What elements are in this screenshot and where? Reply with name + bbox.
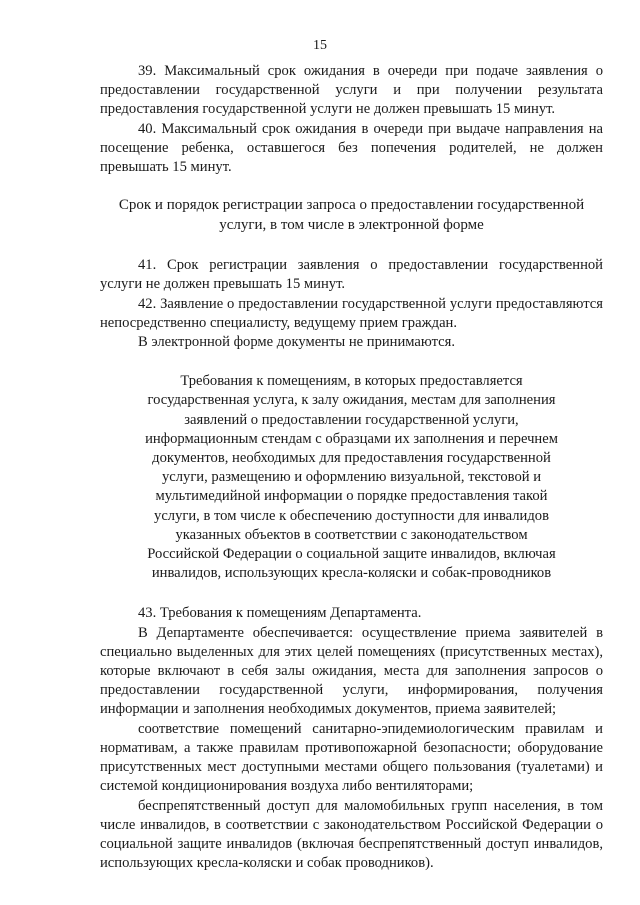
- section-heading-registration: Срок и порядок регистрации запроса о предоставлении государственной услуги, в том числе в электронной форме: [118, 197, 585, 233]
- paragraph-accessibility: беспрепятственный доступ для маломобильных групп населения, в том числе инвалидов, в соответствии с законодательством Российской Федерации о социальной защите инвалидов (включая беспрепятственный доступ инвалидов, использующих кресла-коляски и собак проводников).: [100, 797, 603, 872]
- section-heading-premises: Требования к помещениям, в которых предоставляется государственная услуга, к залу ожидания, местам для заполнения заявлений о предоставлении государственной услуги, информационным стендам с образцами их заполнения и перечнем документов, необходимых для предоставления государственной услуги, размещению и оформлению визуальной, текстовой и мультимедийной информации о порядке предоставления такой услуги, в том числе к обеспечению доступности для инвалидов указанных объектов в соответствии с законодательством Российской Федерации о социальной защите инвалидов, включая инвалидов, использующих кресла-коляски и собак-проводников: [145, 373, 558, 582]
- paragraph-department-provides: В Департаменте обеспечивается: осуществление приема заявителей в специально выделенных для этих целей помещениях (присутственных местах), которые включают в себя залы ожидания, места для заполнения запросов о предоставлении государственной услуги, информирования, получения информации и заполнения необходимых документов, приема заявителей;: [100, 624, 603, 718]
- document-body: [100, 62, 603, 873]
- paragraph-39: 39. Максимальный срок ожидания в очереди при подаче заявления о предоставлении государственной услуги и при получении результата предоставления государственной услуги не должен превышать 15 минут.: [100, 63, 603, 118]
- paragraph-43: 43. Требования к помещениям Департамента.: [138, 605, 422, 622]
- paragraph-41: 41. Срок регистрации заявления о предоставлении государственной услуги не должен превышать 15 минут.: [100, 257, 603, 293]
- paragraph-40: 40. Максимальный срок ожидания в очереди при выдаче направления на посещение ребенка, оставшегося без попечения родителей, не должен превышать 15 минут.: [100, 120, 603, 176]
- paragraph-42: 42. Заявление о предоставлении государственной услуги предоставляются непосредственно специалисту, ведущему прием граждан.: [100, 295, 603, 331]
- paragraph-electronic-form: В электронной форме документы не принимаются.: [138, 334, 456, 351]
- page-number: 15: [313, 38, 327, 53]
- paragraph-compliance: соответствие помещений санитарно-эпидемиологическим правилам и нормативам, а также правилам противопожарной безопасности; оборудование присутственных мест доступными местами общего пользования (туалетами) и системой кондиционирования воздуха либо вентиляторами;: [100, 720, 603, 795]
